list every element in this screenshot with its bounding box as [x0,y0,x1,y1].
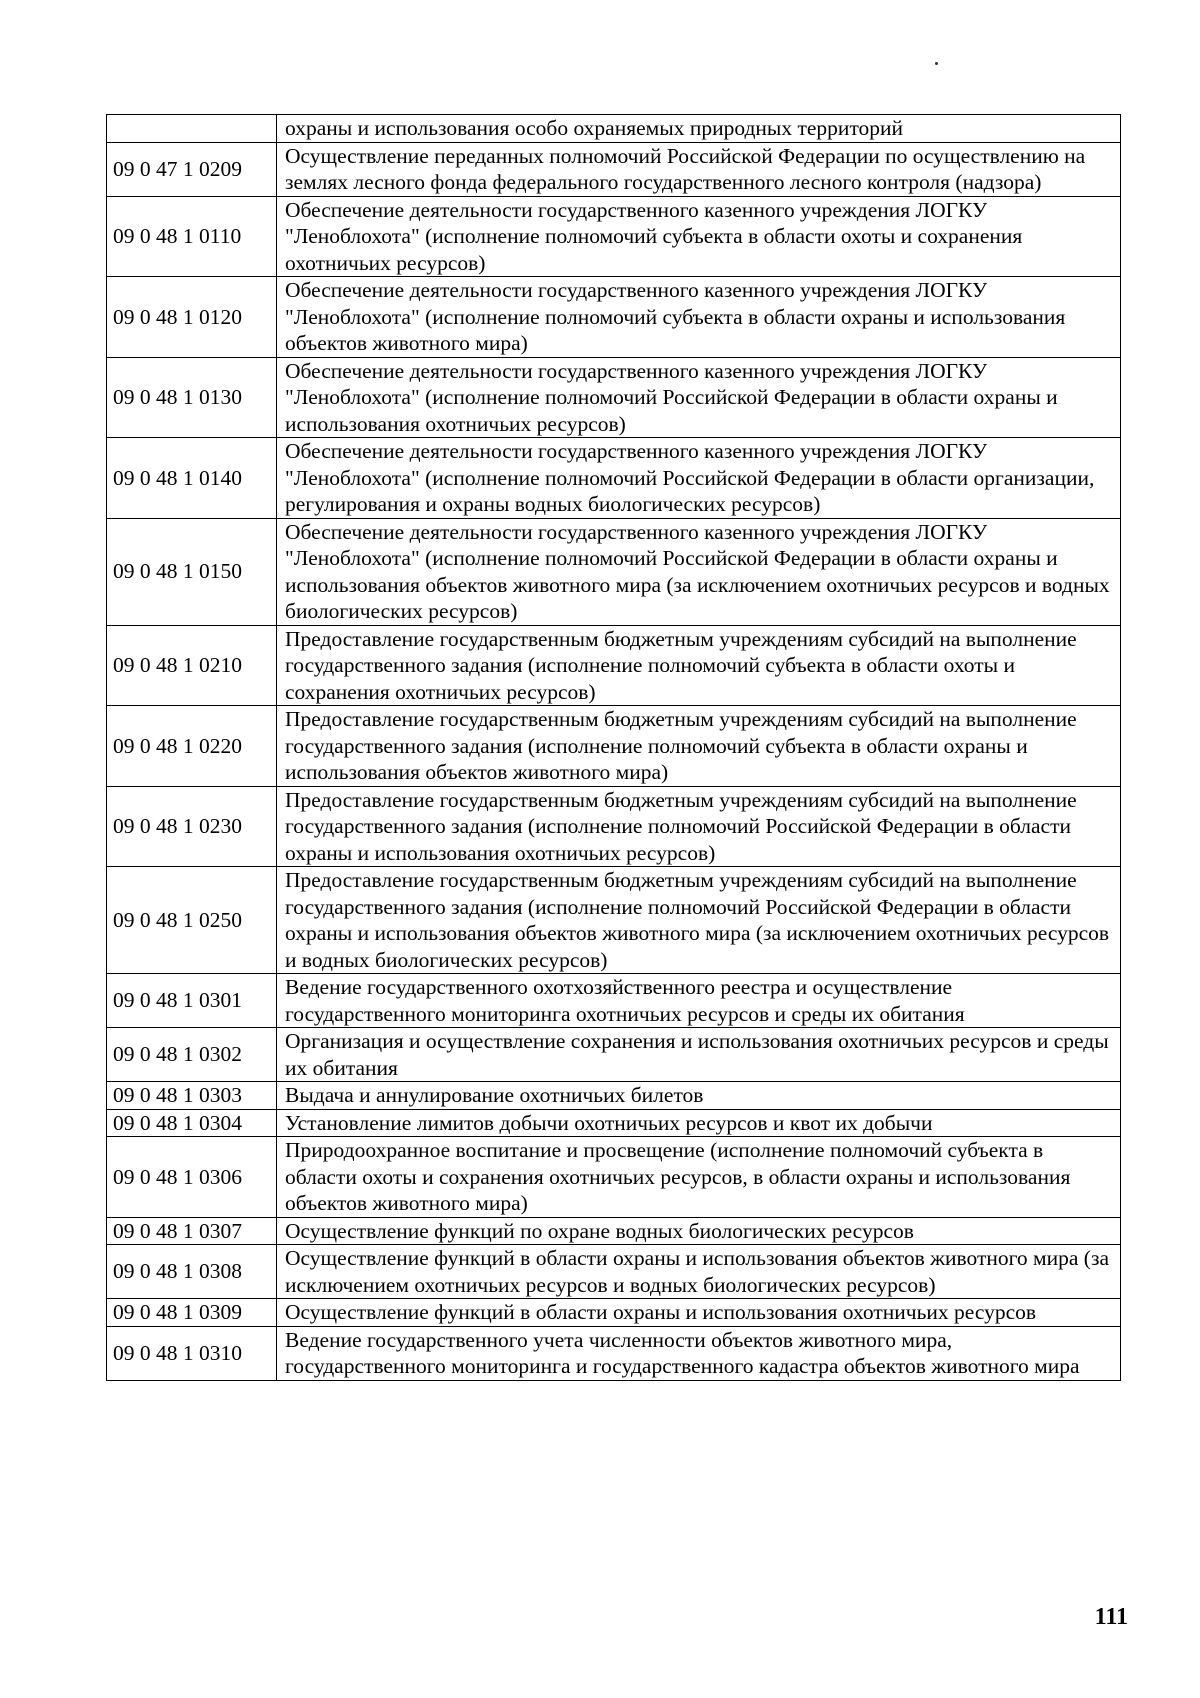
row-description: Осуществление переданных полномочий Российской Федерации по осуществлению на землях лесного фонда федерального государственного лесного контроля (надзора) [277,142,1121,196]
table-row [107,706,1121,787]
row-code: 09 0 48 1 0306 [107,1137,277,1218]
row-description: Обеспечение деятельности государственного казенного учреждения ЛОГКУ "Леноблохота" (исполнение полномочий субъекта в области охоты и сохранения охотничьих ресурсов) [277,196,1121,277]
row-description: Выдача и аннулирование охотничьих билетов [277,1082,1121,1110]
row-code: 09 0 48 1 0303 [107,1082,277,1110]
row-code: 09 0 48 1 0220 [107,706,277,787]
row-description: Природоохранное воспитание и просвещение (исполнение полномочий субъекта в области охоты и сохранения охотничьих ресурсов, в области охраны и использования объектов животного мира) [277,1137,1121,1218]
budget-codes-table [106,114,1121,1381]
row-description: Предоставление государственным бюджетным учреждениям субсидий на выполнение государственного задания (исполнение полномочий субъекта в области охраны и использования объектов животного мира) [277,706,1121,787]
row-description: Обеспечение деятельности государственного казенного учреждения ЛОГКУ "Леноблохота" (исполнение полномочий Российской Федерации в области охраны и использования охотничьих ресурсов) [277,357,1121,438]
row-code: 09 0 48 1 0140 [107,438,277,519]
row-code: 09 0 48 1 0308 [107,1245,277,1299]
row-code: 09 0 48 1 0309 [107,1299,277,1327]
row-description: Ведение государственного охотхозяйственного реестра и осуществление государственного мониторинга охотничьих ресурсов и среды их обитания [277,974,1121,1028]
table-row [107,786,1121,867]
table-row [107,115,1121,143]
row-description: Обеспечение деятельности государственного казенного учреждения ЛОГКУ "Леноблохота" (исполнение полномочий субъекта в области охраны и использования объектов животного мира) [277,277,1121,358]
row-description: Организация и осуществление сохранения и использования охотничьих ресурсов и среды их обитания [277,1028,1121,1082]
row-code: 09 0 48 1 0302 [107,1028,277,1082]
table-row [107,518,1121,625]
table-row [107,1028,1121,1082]
row-description: Предоставление государственным бюджетным учреждениям субсидий на выполнение государственного задания (исполнение полномочий Российской Федерации в области охраны и использования охотничьих ресурсов) [277,786,1121,867]
table-row [107,867,1121,974]
row-description: охраны и использования особо охраняемых природных территорий [277,115,1121,143]
row-description: Предоставление государственным бюджетным учреждениям субсидий на выполнение государственного задания (исполнение полномочий Российской Федерации в области охраны и использования объектов животного мира (за исключением охотничьих ресурсов и водных биологических ресурсов) [277,867,1121,974]
scan-speck [935,62,938,65]
table-row [107,974,1121,1028]
row-code: 09 0 48 1 0130 [107,357,277,438]
row-code: 09 0 48 1 0310 [107,1326,277,1380]
row-code: 09 0 48 1 0110 [107,196,277,277]
row-description: Ведение государственного учета численности объектов животного мира, государственного мониторинга и государственного кадастра объектов животного мира [277,1326,1121,1380]
row-description: Осуществление функций по охране водных биологических ресурсов [277,1217,1121,1245]
row-code: 09 0 48 1 0230 [107,786,277,867]
table-row [107,1326,1121,1380]
table-row [107,1217,1121,1245]
row-code: 09 0 48 1 0210 [107,625,277,706]
table-row [107,1109,1121,1137]
page-number: 111 [1094,1604,1128,1630]
row-description: Осуществление функций в области охраны и использования объектов животного мира (за исключением охотничьих ресурсов и водных биологических ресурсов) [277,1245,1121,1299]
table-row [107,1137,1121,1218]
row-code: 09 0 47 1 0209 [107,142,277,196]
row-code: 09 0 48 1 0150 [107,518,277,625]
row-code: 09 0 48 1 0307 [107,1217,277,1245]
table-row [107,438,1121,519]
row-description: Обеспечение деятельности государственного казенного учреждения ЛОГКУ "Леноблохота" (исполнение полномочий Российской Федерации в области организации, регулирования и охраны водных биологических ресурсов) [277,438,1121,519]
table-row [107,277,1121,358]
row-description: Обеспечение деятельности государственного казенного учреждения ЛОГКУ "Леноблохота" (исполнение полномочий Российской Федерации в области охраны и использования объектов животного мира (за исключением охотничьих ресурсов и водных биологических ресурсов) [277,518,1121,625]
table-row [107,1082,1121,1110]
row-code: 09 0 48 1 0120 [107,277,277,358]
table-row [107,625,1121,706]
row-code [107,115,277,143]
table-row [107,196,1121,277]
row-description: Осуществление функций в области охраны и использования охотничьих ресурсов [277,1299,1121,1327]
table-row [107,1245,1121,1299]
row-description: Установление лимитов добычи охотничьих ресурсов и квот их добычи [277,1109,1121,1137]
table-row [107,142,1121,196]
row-code: 09 0 48 1 0304 [107,1109,277,1137]
table-row [107,357,1121,438]
row-code: 09 0 48 1 0301 [107,974,277,1028]
row-code: 09 0 48 1 0250 [107,867,277,974]
table-row [107,1299,1121,1327]
row-description: Предоставление государственным бюджетным учреждениям субсидий на выполнение государственного задания (исполнение полномочий субъекта в области охоты и сохранения охотничьих ресурсов) [277,625,1121,706]
